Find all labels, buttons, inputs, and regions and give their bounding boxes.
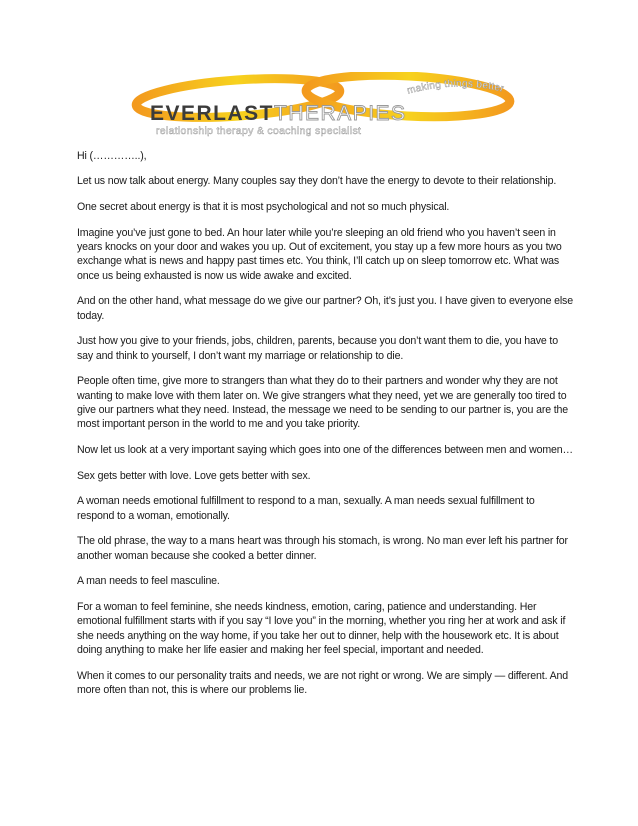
tagline-top: making things better (405, 78, 506, 97)
everlast-therapies-logo (126, 72, 518, 138)
brand-light-text: THERAPIES (274, 102, 407, 125)
paragraph-5: Just how you give to your friends, jobs, children, parents, because you don’t want them to die, you have to say and think to yourself, I don’t want my marriage or relationship to die. (77, 335, 558, 362)
paragraph-8: Sex gets better with love. Love gets better with sex. (77, 469, 311, 482)
paragraph-12: For a woman to feel feminine, she needs kindness, emotion, caring, patience and understanding. Her emotional fulfillment starts with if you say “I love you” in the morning, whether you ring her at work and ask if she needs anything on the way home, if you take her out to dinner, help with the housework etc. It is about doing anything to make her life easier and making her feel special, important and needed. (77, 601, 566, 656)
paragraph-4: And on the other hand, what message do we give our partner? Oh, it’s just you. I have given to everyone else today. (77, 295, 573, 322)
svg-text:EVERLASTTHERAPIES (150, 102, 407, 125)
tagline-bottom: relationship therapy & coaching specialist (156, 125, 362, 137)
letter-body (77, 149, 573, 709)
paragraph-9: A woman needs emotional fulfillment to respond to a man, sexually. A man needs sexual fulfillment to respond to a woman, emotionally. (77, 495, 535, 522)
paragraph-3: Imagine you’ve just gone to bed. An hour later while you’re sleeping an old friend who you haven’t seen in years knocks on your door and wakes you up. Out of excitement, you stay up a few more hours as you two exchange what is news and happy past times etc. You think, I’ll catch up on sleep tomorrow etc. What was once us being exhausted is now us wide awake and excited. (77, 226, 562, 282)
infinity-logo-icon (126, 72, 518, 138)
paragraph-2: One secret about energy is that it is most psychological and not so much physical. (77, 201, 450, 214)
letter-greeting: Hi (…………..), (77, 150, 147, 162)
paragraph-1: Let us now talk about energy. Many couples say they don’t have the energy to devote to their relationship. (77, 175, 557, 188)
paragraph-10: The old phrase, the way to a mans heart was through his stomach, is wrong. No man ever left his partner for another woman because she cooked a better dinner. (77, 535, 568, 562)
paragraph-13: When it comes to our personality traits and needs, we are not right or wrong. We are simply — different. And more often than not, this is where our problems lie. (77, 669, 568, 696)
paragraph-6: People often time, give more to strangers than what they do to their partners and wonder why they are not wanting to make love with them later on. We give strangers what they need, yet we are generally too tired to give our partners what they need. Instead, the message we need to be sending to our partner is, you are the most important person in the world to me and you take priority. (77, 375, 569, 430)
paragraph-11: A man needs to feel masculine. (77, 575, 220, 588)
brand-bold-text: EVERLAST (150, 102, 275, 125)
paragraph-7: Now let us look at a very important saying which goes into one of the differences between men and women… (77, 443, 573, 456)
